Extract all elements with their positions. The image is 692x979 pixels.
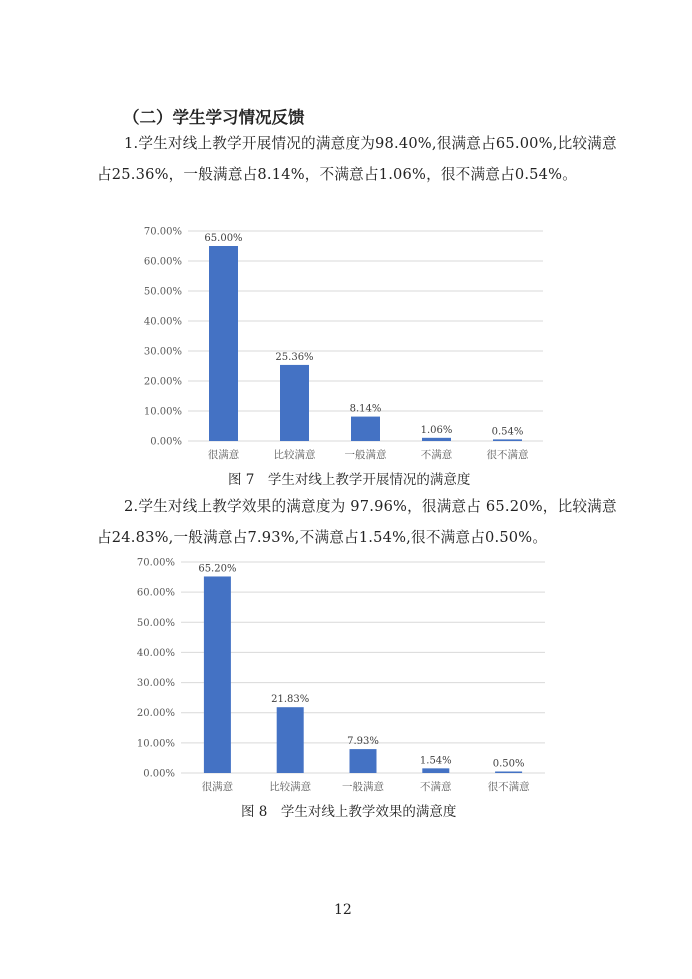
y-tick-label: 30.00% (136, 678, 175, 690)
x-tick-label: 很不满意 (487, 781, 530, 793)
x-tick-label: 不满意 (420, 781, 452, 793)
y-tick-label: 0.00% (143, 768, 175, 780)
data-label: 1.54% (419, 755, 452, 767)
data-label: 0.50% (492, 758, 525, 770)
y-tick-label: 70.00% (143, 226, 182, 238)
data-label: 0.54% (491, 426, 524, 438)
y-tick-label: 40.00% (136, 647, 175, 659)
figure-7-caption: 图 7 学生对线上教学开展情况的满意度 (228, 472, 471, 488)
x-tick-label: 比较满意 (273, 449, 316, 461)
paragraph-2: 2.学生对线上教学效果的满意度为 97.96%，很满意占 65.20%，比较满意占24.83%,一般满意占7.93%,不满意占1.54%,很不满意占0.50%。 (97, 498, 617, 546)
bar (277, 707, 304, 773)
y-tick-label: 20.00% (136, 708, 175, 720)
data-label: 65.00% (204, 233, 243, 244)
x-tick-label: 不满意 (420, 449, 453, 461)
y-tick-label: 30.00% (143, 346, 182, 358)
x-tick-label: 一般满意 (342, 781, 384, 793)
x-tick-label: 很不满意 (486, 449, 529, 461)
y-tick-label: 60.00% (136, 587, 175, 599)
bar (495, 771, 522, 773)
x-tick-label: 一般满意 (344, 449, 387, 461)
data-label: 7.93% (347, 736, 379, 748)
y-tick-label: 0.00% (150, 436, 182, 448)
y-tick-label: 10.00% (136, 738, 175, 750)
x-tick-label: 很满意 (207, 449, 240, 461)
figure-8-caption: 图 8 学生对线上教学效果的满意度 (241, 804, 457, 820)
page-number: 12 (334, 902, 352, 918)
data-label: 21.83% (271, 694, 310, 706)
bar (204, 576, 231, 773)
y-tick-label: 70.00% (136, 557, 175, 569)
bar (422, 768, 449, 773)
y-tick-label: 60.00% (143, 256, 182, 268)
y-tick-label: 40.00% (143, 316, 182, 328)
y-tick-label: 50.00% (136, 617, 175, 629)
data-label: 65.20% (198, 563, 237, 575)
data-label: 25.36% (275, 351, 314, 363)
x-tick-label: 比较满意 (269, 781, 312, 793)
data-label: 1.06% (420, 424, 453, 436)
y-tick-label: 20.00% (143, 376, 182, 388)
bar (350, 749, 377, 773)
data-label: 8.14% (349, 403, 382, 415)
y-tick-label: 50.00% (143, 286, 182, 298)
paragraph-1: 1.学生对线上教学开展情况的满意度为98.40%,很满意占65.00%,比较满意占25.36%，一般满意占8.14%，不满意占1.06%，很不满意占0.54%。 (97, 135, 617, 183)
x-tick-label: 很满意 (201, 781, 234, 793)
section-heading: （二）学生学习情况反馈 (123, 108, 305, 127)
y-tick-label: 10.00% (143, 406, 182, 418)
